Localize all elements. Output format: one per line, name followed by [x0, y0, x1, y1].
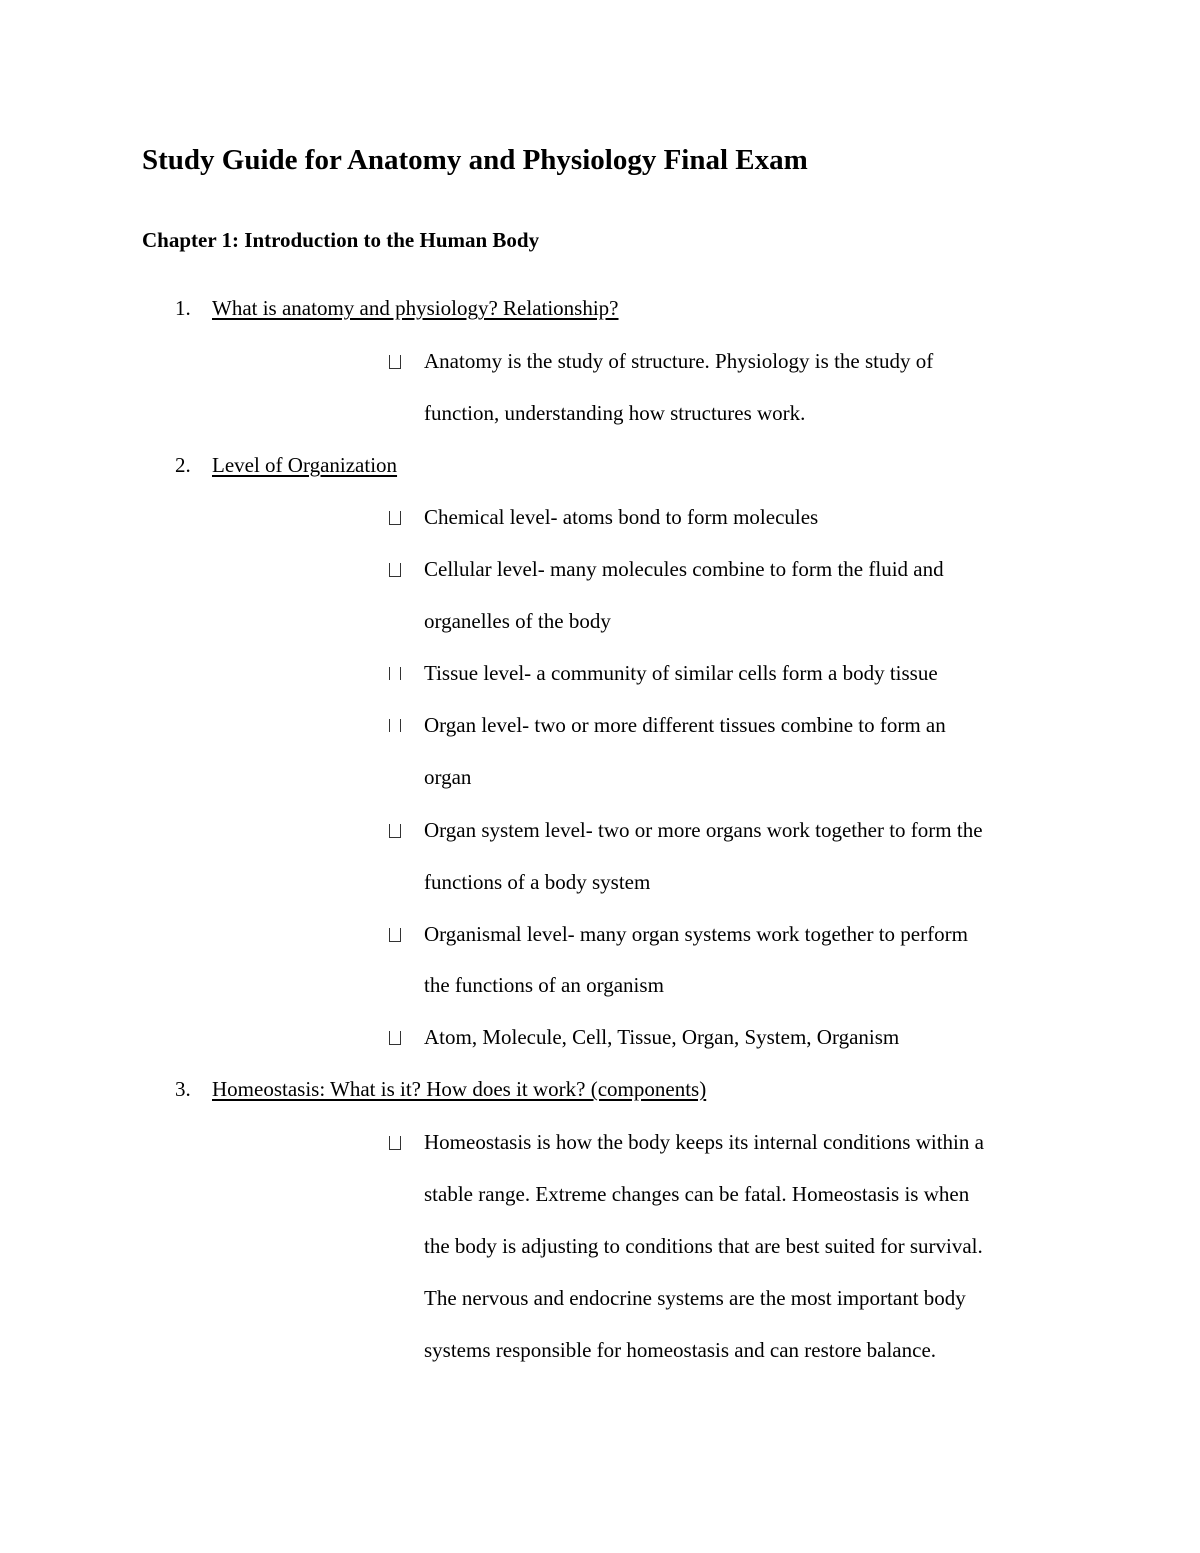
empty-box-bullet-icon — [387, 555, 403, 583]
bullet-line: Homeostasis is how the body keeps its internal conditions within a — [424, 1130, 984, 1154]
empty-box-bullet-icon — [387, 711, 403, 739]
bullet-line: Organismal level- many organ systems work together to perform — [424, 922, 968, 946]
question-text: Level of Organization — [212, 453, 398, 477]
bullet-line: Organ system level- two or more organs work together to form the — [424, 818, 983, 842]
bullet-line: Anatomy is the study of structure. Physiology is the study of — [424, 349, 934, 373]
bullet-line: The nervous and endocrine systems are the most important body — [424, 1286, 966, 1310]
question-number: 1. — [175, 296, 191, 320]
bullet-line: organ — [424, 765, 472, 789]
bullet-line: organelles of the body — [424, 609, 611, 633]
bullet-line: Organ level- two or more different tissues combine to form an — [424, 713, 946, 737]
bullet-line: functions of a body system — [424, 870, 651, 894]
bullet-line: Tissue level- a community of similar cells form a body tissue — [424, 661, 938, 685]
bullet-line: function, understanding how structures work. — [424, 401, 806, 425]
question-number: 2. — [175, 453, 191, 477]
empty-box-bullet-icon — [387, 920, 403, 948]
bullet-line: systems responsible for homeostasis and can restore balance. — [424, 1338, 937, 1362]
empty-box-bullet-icon — [387, 503, 403, 531]
bullet-line: Atom, Molecule, Cell, Tissue, Organ, System, Organism — [424, 1025, 900, 1049]
bullet-line: stable range. Extreme changes can be fatal. Homeostasis is when — [424, 1182, 970, 1206]
empty-box-bullet-icon — [387, 347, 403, 375]
document-title: Study Guide for Anatomy and Physiology Final Exam — [142, 144, 808, 176]
empty-box-bullet-icon — [387, 816, 403, 844]
empty-box-bullet-icon — [387, 1128, 403, 1156]
bullet-line: the body is adjusting to conditions that are best suited for survival. — [424, 1234, 983, 1258]
bullet-line: Chemical level- atoms bond to form molecules — [424, 505, 819, 529]
chapter-heading: Chapter 1: Introduction to the Human Body — [142, 228, 540, 252]
question-text: What is anatomy and physiology? Relationship? — [212, 296, 619, 320]
question-number: 3. — [175, 1077, 191, 1101]
empty-box-bullet-icon — [387, 1023, 403, 1051]
bullet-line: Cellular level- many molecules combine to form the fluid and — [424, 557, 944, 581]
empty-box-bullet-icon — [387, 659, 403, 687]
bullet-line: the functions of an organism — [424, 973, 664, 997]
question-text: Homeostasis: What is it? How does it work? (components) — [212, 1077, 707, 1101]
